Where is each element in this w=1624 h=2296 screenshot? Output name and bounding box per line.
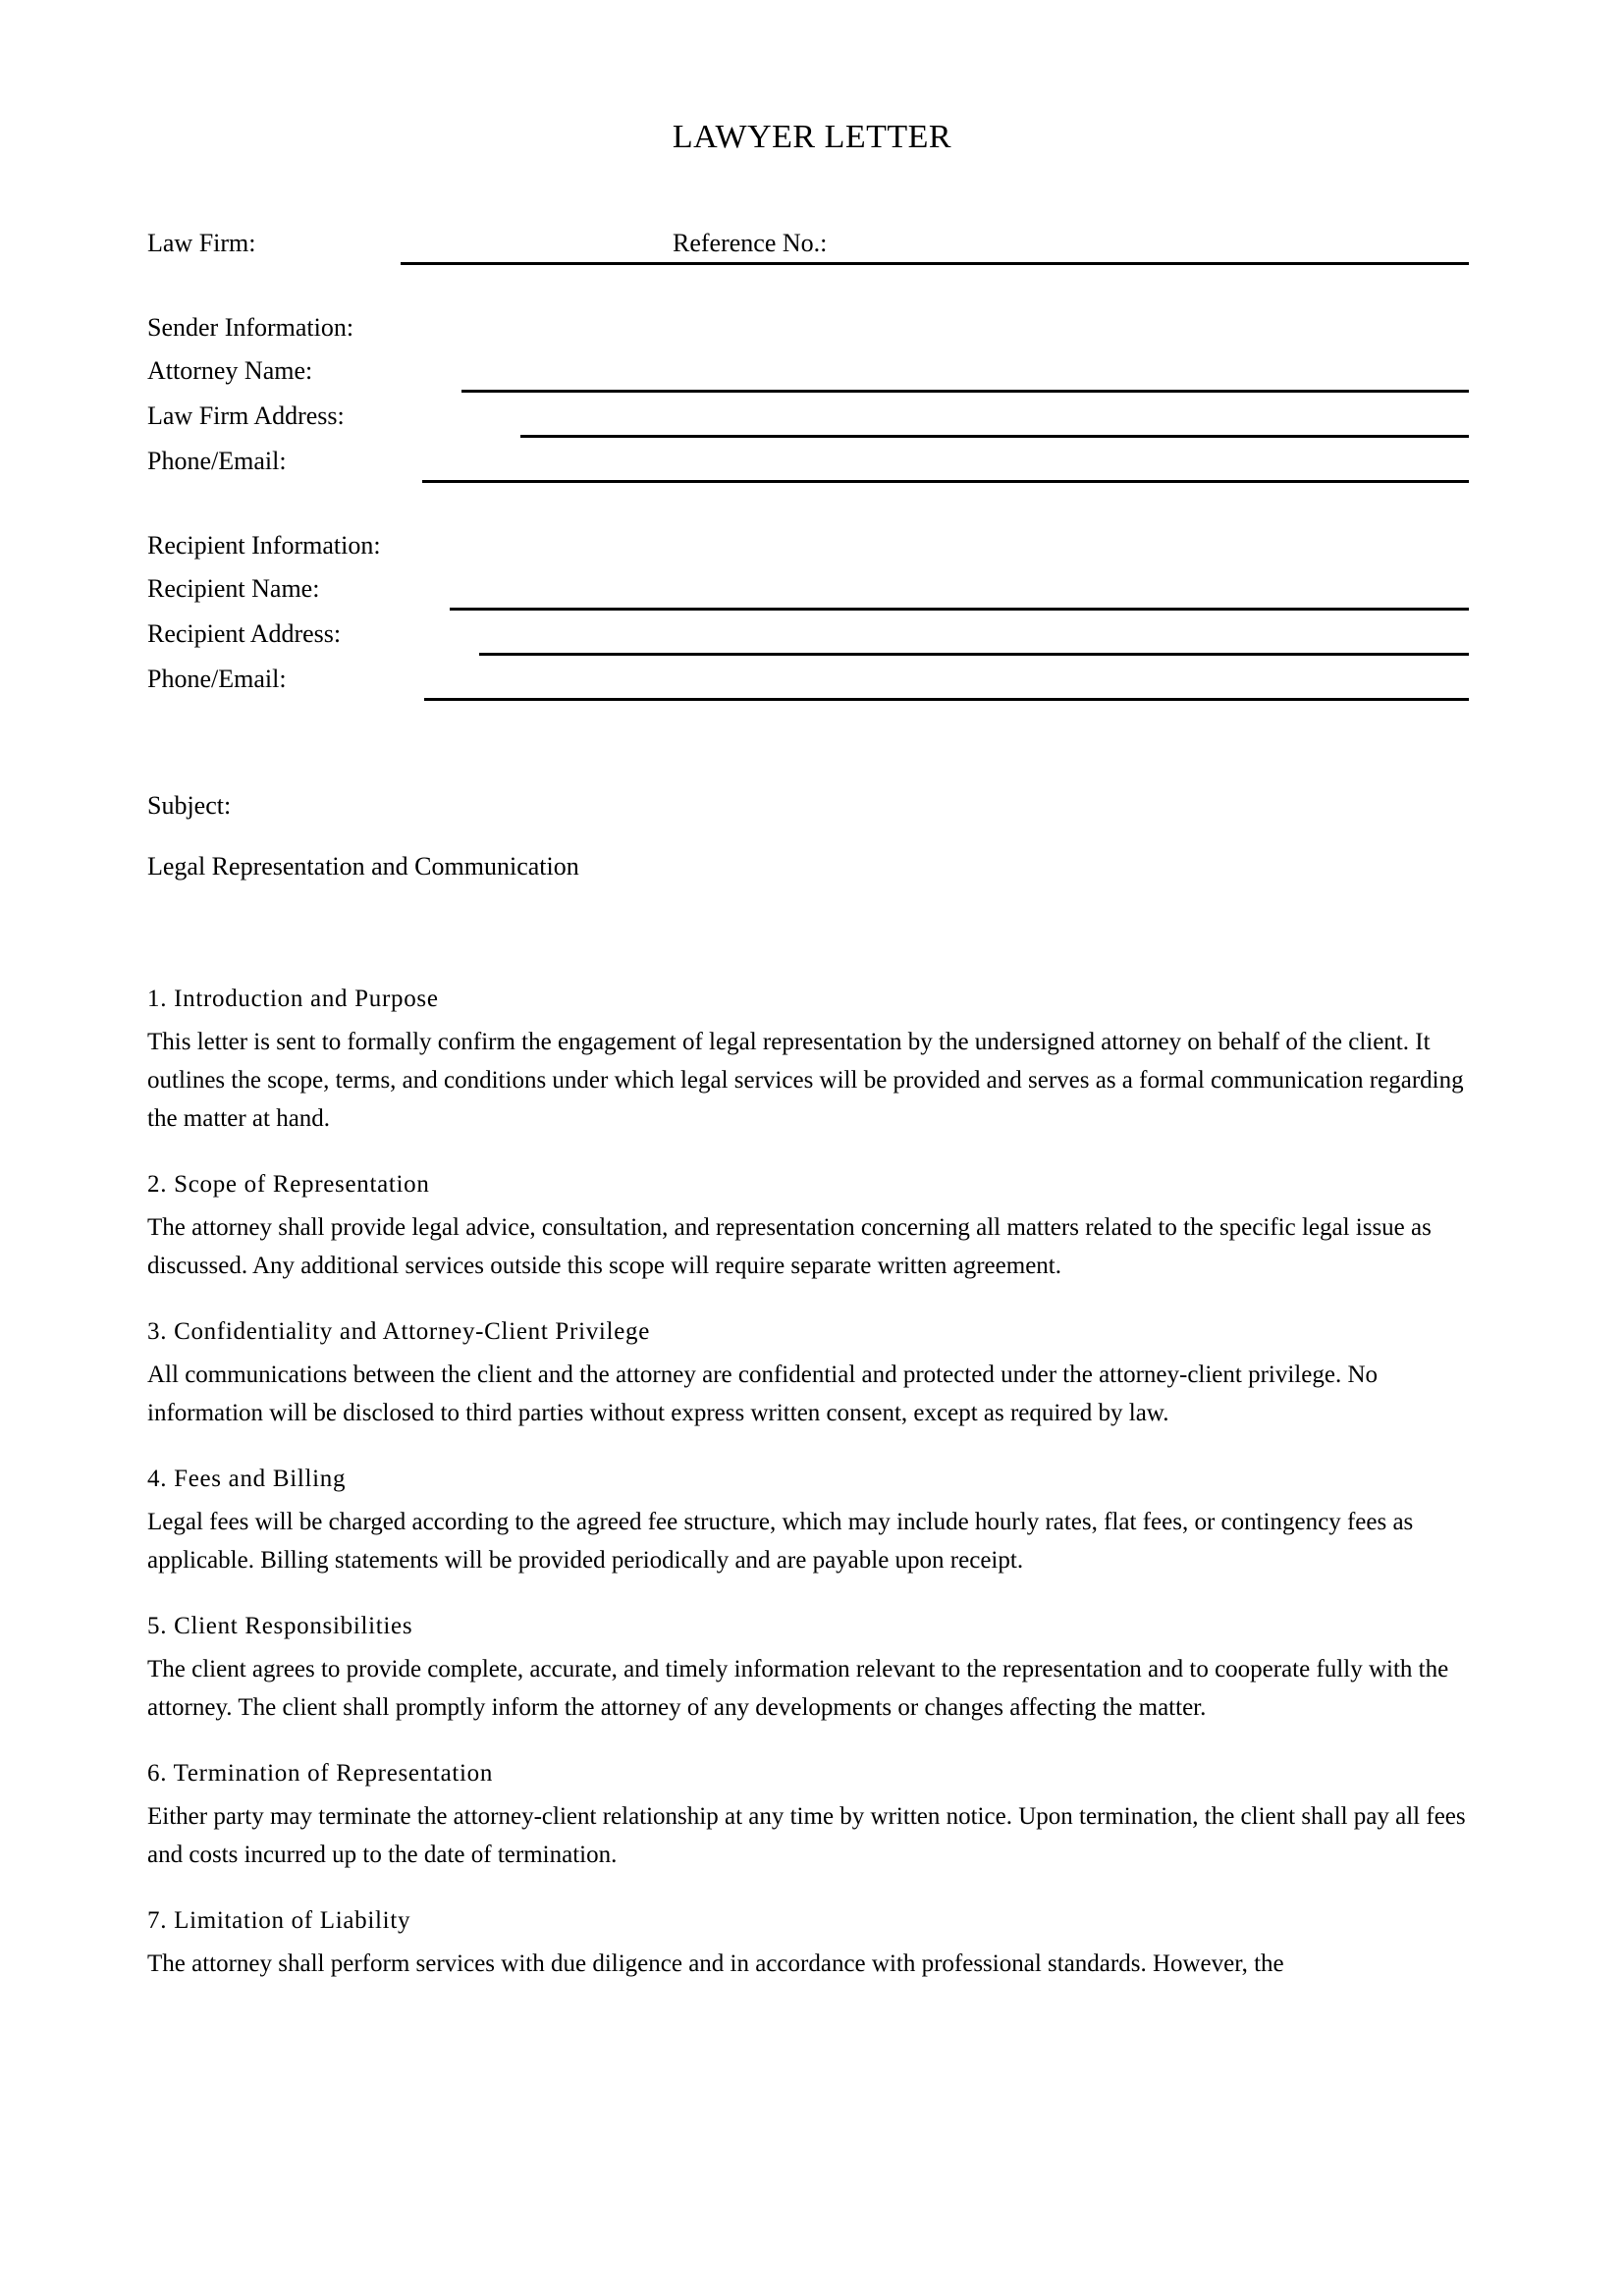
form-row-recipient-name [147,573,1469,618]
recipient-phone-email-input-rule[interactable] [424,698,1469,701]
sender-phone-email-label: Phone/Email: [147,447,287,475]
section-5-body: The client agrees to provide complete, accurate, and timely information relevant to the representation and to cooperate fully with the attorney. The client shall promptly inform the attorney of any developments or changes affecting the matter. [147,1656,1449,1721]
reference-no-label: Reference No.: [673,229,828,257]
section-5 [147,1609,1469,1727]
subject-value: Legal Representation and Communication [147,852,579,881]
recipient-name-input-rule[interactable] [450,608,1469,611]
law-firm-input-rule[interactable] [401,262,1469,265]
recipient-address-input-rule[interactable] [479,653,1469,656]
form-row-attorney-name [147,355,1469,400]
section-5-heading: 5. Client Responsibilities [147,1613,413,1639]
law-firm-address-label: Law Firm Address: [147,401,345,430]
body-sections [147,982,1469,2012]
section-4-heading: 4. Fees and Billing [147,1466,347,1492]
section-6-body: Either party may terminate the attorney-client relationship at any time by written notice. Upon termination, the client shall pay all fees and costs incurred up to the date of termination. [147,1803,1466,1868]
section-1-heading: 1. Introduction and Purpose [147,986,439,1012]
recipient-information-label: Recipient Information: [147,531,381,560]
spacer [147,491,1469,530]
section-3-heading: 3. Confidentiality and Attorney-Client Privilege [147,1318,650,1345]
section-2 [147,1167,1469,1285]
section-6 [147,1756,1469,1874]
section-7 [147,1903,1469,1983]
sender-phone-email-input-rule[interactable] [422,480,1469,483]
attorney-name-input-rule[interactable] [461,390,1469,393]
section-4-body: Legal fees will be charged according to the agreed fee structure, which may include hourly rates, flat fees, or contingency fees as applicable. Billing statements will be provided periodically and are payable upon receipt. [147,1509,1414,1574]
section-3 [147,1314,1469,1432]
form-row-law-firm [147,228,1469,273]
subject-area [147,790,1469,882]
form-row-recipient-address [147,618,1469,664]
section-1-body: This letter is sent to formally confirm the engagement of legal representation by the undersigned attorney on behalf of the client. It outlines the scope, terms, and conditions under which legal services will be provided and serves as a formal communication regarding the matter at hand. [147,1029,1464,1132]
section-6-heading: 6. Termination of Representation [147,1760,494,1787]
section-2-body: The attorney shall provide legal advice, consultation, and representation concerning all matters related to the specific legal issue as discussed. Any additional services outside this scope will require separate written agreement. [147,1214,1432,1279]
form-row-law-firm-address [147,400,1469,446]
attorney-name-label: Attorney Name: [147,356,313,385]
section-3-body: All communications between the client and the attorney are confidential and protected under the attorney-client privilege. No information will be disclosed to third parties without express written consent, except as required by law. [147,1362,1379,1426]
form-row-sender-phone-email [147,446,1469,491]
form-fields-area [147,228,1469,709]
section-7-heading: 7. Limitation of Liability [147,1907,411,1934]
recipient-phone-email-label: Phone/Email: [147,665,287,693]
law-firm-address-input-rule[interactable] [520,435,1469,438]
recipient-name-label: Recipient Name: [147,574,320,603]
subject-label: Subject: [147,791,232,820]
law-firm-label: Law Firm: [147,229,256,257]
section-1 [147,982,1469,1138]
section-2-heading: 2. Scope of Representation [147,1171,430,1198]
section-4 [147,1462,1469,1579]
form-row-recipient-phone-email [147,664,1469,709]
page-title: LAWYER LETTER [672,119,952,155]
sender-information-label: Sender Information: [147,313,354,342]
spacer [147,273,1469,312]
section-7-body: The attorney shall perform services with due diligence and in accordance with professional standards. However, the [147,1950,1284,1977]
recipient-address-label: Recipient Address: [147,619,342,648]
